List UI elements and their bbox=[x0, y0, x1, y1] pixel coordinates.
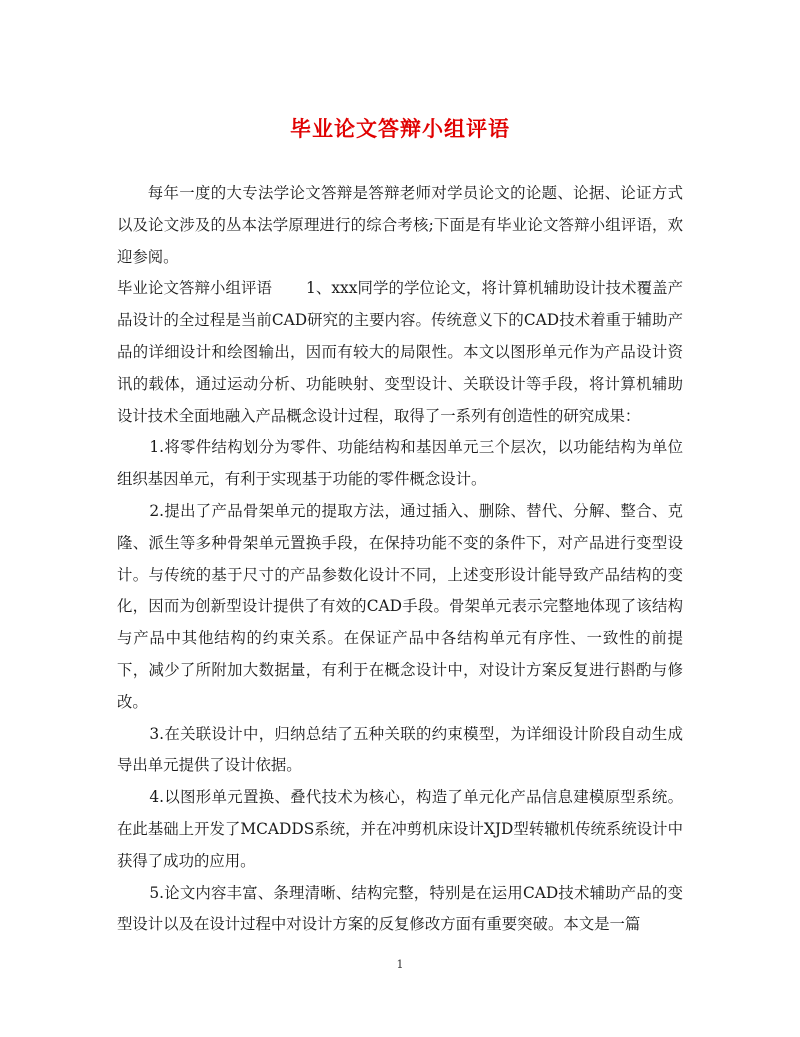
page-number: 1 bbox=[396, 958, 404, 971]
section-label: 毕业论文答辩小组评语 bbox=[117, 279, 273, 298]
document-title: 毕业论文答辩小组评语 bbox=[290, 116, 510, 141]
section-paragraph bbox=[117, 273, 683, 432]
list-item: 1.将零件结构划分为零件、功能结构和基因单元三个层次，以功能结构为单位组织基因单元，有利于实现基于功能的零件概念设计。 bbox=[117, 438, 683, 489]
document-body bbox=[117, 178, 683, 941]
list-item: 3.在关联设计中，归纳总结了五种关联的约束模型，为详细设计阶段自动生成导出单元提供了设计依据。 bbox=[117, 724, 683, 775]
list-item: 2.提出了产品骨架单元的提取方法，通过插入、删除、替代、分解、整合、克隆、派生等多种骨架单元置换手段，在保持功能不变的条件下，对产品进行变型设计。与传统的基于尺寸的产品参数化设计不同，上述变形设计能导致产品结构的变化，因而为创新型设计提供了有效的CAD手段。骨架单元表示完整地体现了该结构与产品中其他结构的约束关系。在保证产品中各结构单元有序性、一致性的前提下，减少了所附加大数据量，有利于在概念设计中，对设计方案反复进行斟酌与修改。 bbox=[117, 501, 683, 711]
list-item: 4.以图形单元置换、叠代技术为核心，构造了单元化产品信息建模原型系统。在此基础上开发了MCADDS系统，并在冲剪机床设计XJD型转辙机传统系统设计中获得了成功的应用。 bbox=[117, 788, 683, 870]
list-item: 5.论文内容丰富、条理清晰、结构完整，特别是在运用CAD技术辅助产品的变型设计以及在设计过程中对设计方案的反复修改方面有重要突破。本文是一篇 bbox=[117, 883, 683, 934]
intro-paragraph: 每年一度的大专法学论文答辩是答辩老师对学员论文的论题、论据、论证方式以及论文涉及的丛本法学原理进行的综合考核;下面是有毕业论文答辩小组评语，欢迎参阅。 bbox=[117, 184, 683, 266]
section-intro-text: 1、xxx同学的学位论文，将计算机辅助设计技术覆盖产品设计的全过程是当前CAD研究的主要内容。传统意义下的CAD技术着重于辅助产品的详细设计和绘图输出，因而有较大的局限性。本文以图形单元作为产品设计资讯的载体，通过运动分析、功能映射、变型设计、关联设计等手段，将计算机辅助设计技术全面地融入产品概念设计过程，取得了一系列有创造性的研究成果： bbox=[117, 279, 683, 425]
